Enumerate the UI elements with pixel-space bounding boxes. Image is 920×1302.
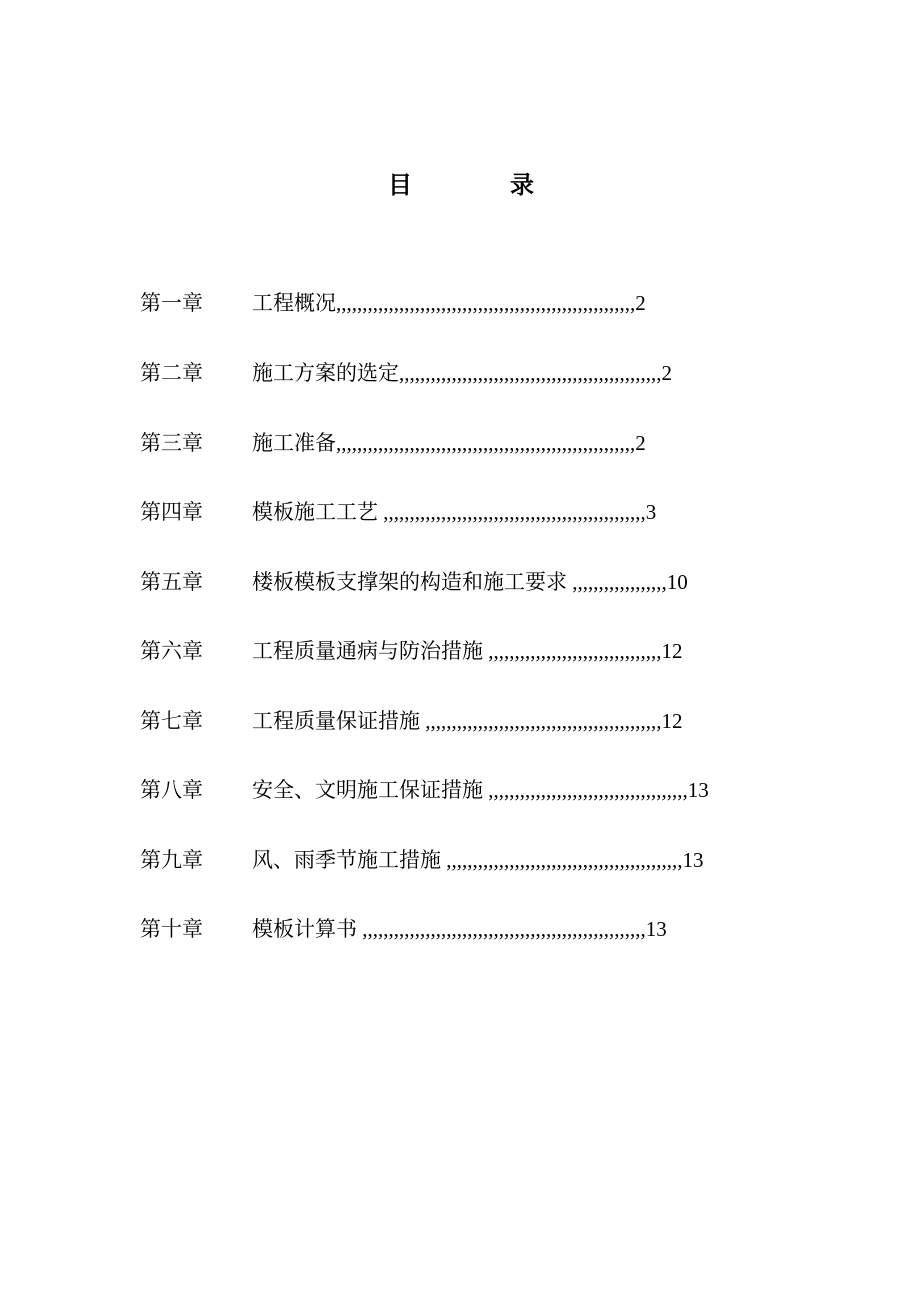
toc-leader: ,,,,,,,,,,,,,,,,,,,,,,,,,,,,,,,,,,,,,,,,,,,,, xyxy=(420,709,662,733)
toc-row[interactable] xyxy=(0,494,920,530)
toc-row[interactable] xyxy=(0,285,920,321)
toc-row[interactable] xyxy=(0,842,920,878)
toc-chapter-number: 第一章 xyxy=(140,291,203,315)
toc-page-number: 10 xyxy=(666,570,688,594)
toc-row[interactable] xyxy=(0,633,920,669)
toc-leader: ,,,,,,,,,,,,,,,,,,,,,,,,,,,,,,,,,,,,,,,,,,,,,,,,,, xyxy=(399,361,662,385)
toc-entry-title: 楼板模板支撑架的构造和施工要求 xyxy=(252,570,567,594)
toc-row[interactable] xyxy=(0,355,920,391)
toc-entry xyxy=(252,355,672,391)
toc-entry-title: 工程质量通病与防治措施 xyxy=(252,639,483,663)
toc-entry-title: 风、雨季节施工措施 xyxy=(252,848,441,872)
toc-entry xyxy=(252,911,667,947)
toc-entry xyxy=(252,633,683,669)
toc-row[interactable] xyxy=(0,564,920,600)
toc-page-number: 13 xyxy=(682,848,704,872)
toc-row[interactable] xyxy=(0,425,920,461)
toc-entry-title: 安全、文明施工保证措施 xyxy=(252,778,483,802)
toc-page-number: 2 xyxy=(661,361,672,385)
toc-entry-title: 模板施工工艺 xyxy=(252,500,378,524)
toc-entry-title: 工程概况 xyxy=(252,291,336,315)
toc-row[interactable] xyxy=(0,703,920,739)
toc-page-number: 13 xyxy=(687,778,709,802)
toc-leader: ,,,,,,,,,,,,,,,,,,,,,,,,,,,,,,,,,,,,,,,,,,,,,,,,,, xyxy=(378,500,646,524)
toc-entry xyxy=(252,564,688,600)
toc-entry-title: 施工准备 xyxy=(252,431,336,455)
toc-chapter-number: 第二章 xyxy=(140,361,203,385)
toc-page-number: 12 xyxy=(661,639,683,663)
toc-leader: ,,,,,,,,,,,,,,,,,, xyxy=(567,570,667,594)
toc-entry xyxy=(252,425,646,461)
toc-leader: ,,,,,,,,,,,,,,,,,,,,,,,,,,,,,,,,,,,,,,,,,,,,, xyxy=(441,848,683,872)
toc-entry xyxy=(252,494,656,530)
toc-page-number: 2 xyxy=(635,431,646,455)
toc-entry xyxy=(252,842,704,878)
toc-chapter-number: 第五章 xyxy=(140,570,203,594)
toc-page-number: 13 xyxy=(645,917,667,941)
toc-entry xyxy=(252,285,646,321)
toc-row[interactable] xyxy=(0,772,920,808)
toc-title-char-2: 录 xyxy=(510,171,534,199)
toc-leader: ,,,,,,,,,,,,,,,,,,,,,,,,,,,,,,,,,,,,,,,,,,,,,,,,,,,,,,,,, xyxy=(336,291,636,315)
toc-chapter-number: 第九章 xyxy=(140,848,203,872)
toc-chapter-number: 第七章 xyxy=(140,709,203,733)
toc-leader: ,,,,,,,,,,,,,,,,,,,,,,,,,,,,,,,,,,,,,,,,,,,,,,,,,,,,,,,,, xyxy=(336,431,636,455)
toc-entry-title: 施工方案的选定 xyxy=(252,361,399,385)
toc-chapter-number: 第六章 xyxy=(140,639,203,663)
toc-chapter-number: 第十章 xyxy=(140,917,203,941)
toc-chapter-number: 第八章 xyxy=(140,778,203,802)
toc-page-number: 3 xyxy=(645,500,657,524)
toc-entry-title: 工程质量保证措施 xyxy=(252,709,420,733)
toc-page-number: 12 xyxy=(661,709,683,733)
toc-entry-title: 模板计算书 xyxy=(252,917,357,941)
toc-leader: ,,,,,,,,,,,,,,,,,,,,,,,,,,,,,,,,,,,,,, xyxy=(483,778,688,802)
toc-entry xyxy=(252,703,683,739)
toc-row[interactable] xyxy=(0,911,920,947)
toc-entry xyxy=(252,772,709,808)
toc-chapter-number: 第三章 xyxy=(140,431,203,455)
toc-leader: ,,,,,,,,,,,,,,,,,,,,,,,,,,,,,,,,, xyxy=(483,639,662,663)
toc-title xyxy=(0,168,920,202)
toc-title-char-1: 目 xyxy=(388,171,412,199)
toc-chapter-number: 第四章 xyxy=(140,500,203,524)
toc-page-number: 2 xyxy=(635,291,646,315)
toc-leader: ,,,,,,,,,,,,,,,,,,,,,,,,,,,,,,,,,,,,,,,,,,,,,,,,,,,,,, xyxy=(357,917,646,941)
